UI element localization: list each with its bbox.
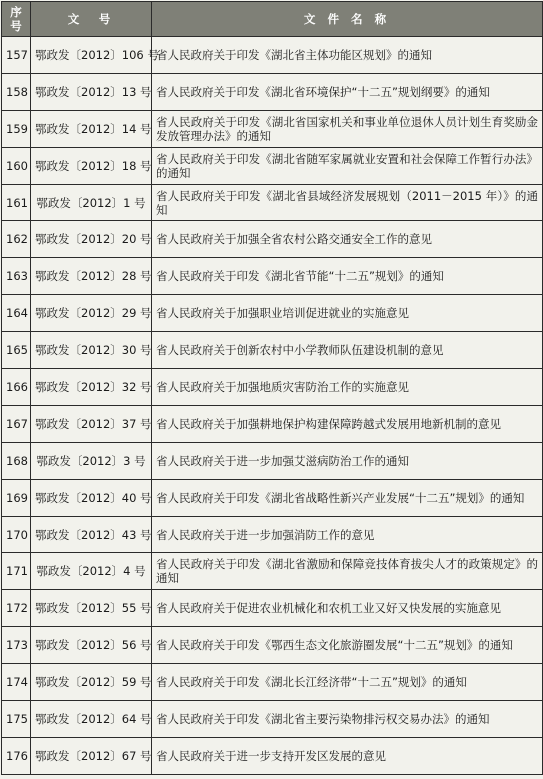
row-doc-number: 鄂政发〔2012〕1 号 [31,184,152,221]
row-doc-title: 省人民政府关于印发《湖北省激励和保障竞技体育拔尖人才的政策规定》的通知 [152,553,543,590]
row-seq: 160 [2,147,31,184]
table-row [2,405,543,442]
row-doc-number: 鄂政发〔2012〕30 号 [31,332,152,369]
table-row [2,258,543,295]
table-row [2,737,543,774]
row-doc-title: 省人民政府关于印发《湖北省主体功能区规划》的通知 [152,37,543,74]
row-doc-title: 省人民政府关于加强全省农村公路交通安全工作的意见 [152,221,543,258]
row-doc-number: 鄂政发〔2012〕56 号 [31,627,152,664]
table-row [2,221,543,258]
row-doc-number: 鄂政发〔2012〕106 号 [31,37,152,74]
table-row [2,442,543,479]
row-doc-number: 鄂政发〔2012〕43 号 [31,516,152,553]
documents-table [1,1,543,775]
row-doc-number: 鄂政发〔2012〕37 号 [31,405,152,442]
table-body [2,37,543,775]
row-seq: 175 [2,701,31,738]
row-seq: 163 [2,258,31,295]
table-row [2,332,543,369]
row-doc-number: 鄂政发〔2012〕13 号 [31,73,152,110]
row-doc-title: 省人民政府关于加强职业培训促进就业的实施意见 [152,295,543,332]
row-seq: 157 [2,37,31,74]
row-seq: 158 [2,73,31,110]
row-doc-title: 省人民政府关于印发《湖北长江经济带“十二五”规划》的通知 [152,664,543,701]
header-title: 文 件 名 称 [152,2,543,37]
table-row [2,590,543,627]
row-doc-number: 鄂政发〔2012〕64 号 [31,701,152,738]
row-seq: 159 [2,110,31,147]
table-row [2,627,543,664]
row-doc-title: 省人民政府关于加强耕地保护构建保障跨越式发展用地新机制的意见 [152,405,543,442]
row-doc-title: 省人民政府关于加强地质灾害防治工作的实施意见 [152,369,543,406]
table-row [2,369,543,406]
row-doc-title: 省人民政府关于印发《湖北省主要污染物排污权交易办法》的通知 [152,701,543,738]
row-seq: 161 [2,184,31,221]
row-doc-title: 省人民政府关于印发《湖北省战略性新兴产业发展“十二五”规划》的通知 [152,479,543,516]
row-seq: 165 [2,332,31,369]
row-doc-title: 省人民政府关于印发《鄂西生态文化旅游圈发展“十二五”规划》的通知 [152,627,543,664]
table-row [2,553,543,590]
header-row [2,2,543,37]
row-seq: 176 [2,737,31,774]
row-doc-title: 省人民政府关于印发《湖北省节能“十二五”规划》的通知 [152,258,543,295]
row-doc-title: 省人民政府关于促进农业机械化和农机工业又好又快发展的实施意见 [152,590,543,627]
row-seq: 168 [2,442,31,479]
row-doc-title: 省人民政府关于进一步加强艾滋病防治工作的通知 [152,442,543,479]
row-doc-number: 鄂政发〔2012〕4 号 [31,553,152,590]
row-doc-number: 鄂政发〔2012〕18 号 [31,147,152,184]
row-doc-title: 省人民政府关于印发《湖北省国家机关和事业单位退休人员计划生育奖励金发放管理办法》的通知 [152,110,543,147]
table-row [2,295,543,332]
row-doc-number: 鄂政发〔2012〕3 号 [31,442,152,479]
table-row [2,664,543,701]
table-row [2,110,543,147]
row-doc-number: 鄂政发〔2012〕59 号 [31,664,152,701]
row-doc-title: 省人民政府关于进一步支持开发区发展的意见 [152,737,543,774]
row-seq: 164 [2,295,31,332]
table-row [2,479,543,516]
header-seq: 序号 [2,2,31,37]
header-number: 文 号 [31,2,152,37]
table-row [2,147,543,184]
row-doc-number: 鄂政发〔2012〕32 号 [31,369,152,406]
table-row [2,184,543,221]
table-row [2,73,543,110]
row-doc-number: 鄂政发〔2012〕55 号 [31,590,152,627]
row-doc-title: 省人民政府关于创新农村中小学教师队伍建设机制的意见 [152,332,543,369]
row-doc-title: 省人民政府关于印发《湖北省环境保护“十二五”规划纲要》的通知 [152,73,543,110]
row-seq: 171 [2,553,31,590]
row-doc-number: 鄂政发〔2012〕14 号 [31,110,152,147]
row-seq: 169 [2,479,31,516]
table-row [2,701,543,738]
row-seq: 174 [2,664,31,701]
table-row [2,37,543,74]
row-doc-number: 鄂政发〔2012〕20 号 [31,221,152,258]
row-doc-number: 鄂政发〔2012〕28 号 [31,258,152,295]
row-seq: 166 [2,369,31,406]
row-seq: 162 [2,221,31,258]
row-doc-title: 省人民政府关于印发《湖北省县域经济发展规划（2011－2015 年）》的通知 [152,184,543,221]
row-doc-number: 鄂政发〔2012〕40 号 [31,479,152,516]
row-seq: 167 [2,405,31,442]
row-doc-title: 省人民政府关于进一步加强消防工作的意见 [152,516,543,553]
row-seq: 170 [2,516,31,553]
row-doc-number: 鄂政发〔2012〕29 号 [31,295,152,332]
row-seq: 173 [2,627,31,664]
row-doc-number: 鄂政发〔2012〕67 号 [31,737,152,774]
row-seq: 172 [2,590,31,627]
row-doc-title: 省人民政府关于印发《湖北省随军家属就业安置和社会保障工作暂行办法》的通知 [152,147,543,184]
table-row [2,516,543,553]
